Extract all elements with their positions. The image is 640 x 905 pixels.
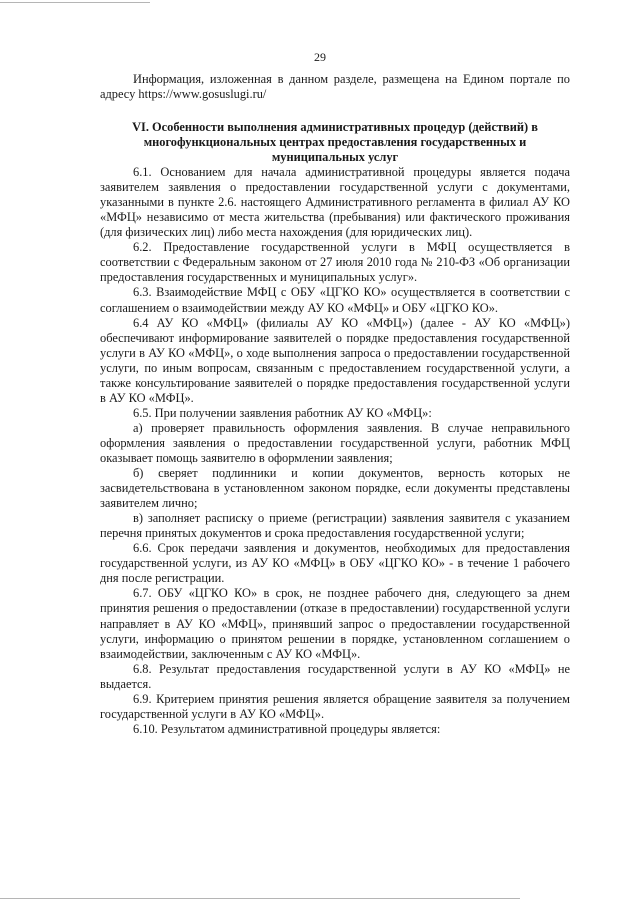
top-scan-edge — [0, 2, 150, 3]
paragraph-6-2: 6.2. Предоставление государственной услуги в МФЦ осуществляется в соответствии с Федеральным законом от 27 июля 2010 года № 210-ФЗ «Об организации предоставления государственных и муниципальных услуг». — [100, 240, 570, 285]
paragraph-6-8: 6.8. Результат предоставления государственной услуги в АУ КО «МФЦ» не выдается. — [100, 661, 570, 691]
paragraph-6-6: 6.6. Срок передачи заявления и документов, необходимых для предоставления государственной услуги, из АУ КО «МФЦ» в ОБУ «ЦГКО КО» - в течение 1 рабочего дня после регистрации. — [100, 541, 570, 586]
paragraph-6-7: 6.7. ОБУ «ЦГКО КО» в срок, не позднее рабочего дня, следующего за днем принятия решения о предоставлении (отказе в предоставлении) государственной услуги направляет в АУ КО «МФЦ», принявший запрос о предоставлении государственной услуги, информацию о принятом решении в порядке, установленном соглашением о взаимодействии, заключенным с АУ КО «МФЦ». — [100, 586, 570, 661]
paragraph-6-9: 6.9. Критерием принятия решения является обращение заявителя за получением государственной услуги в АУ КО «МФЦ». — [100, 691, 570, 721]
intro-paragraph: Информация, изложенная в данном разделе, размещена на Едином портале по адресу https://www.gosuslugi.ru/ — [100, 72, 570, 102]
paragraph-6-1: 6.1. Основанием для начала административной процедуры является подача заявителем заявления о предоставлении государственной услуги с документами, указанными в пункте 2.6. настоящего Административного регламента в филиал АУ КО «МФЦ» независимо от места жительства (пребывания) или фактического проживания (для физических лиц) либо места нахождения (для юридических лиц). — [100, 165, 570, 240]
paragraph-6-5-a: а) проверяет правильность оформления заявления. В случае неправильного оформления заявления о предоставлении государственной услуги, работник МФЦ оказывает помощь заявителю в оформлении заявления; — [100, 420, 570, 465]
paragraph-6-4: 6.4 АУ КО «МФЦ» (филиалы АУ КО «МФЦ») (далее - АУ КО «МФЦ») обеспечивают информирование заявителей о порядке предоставления государственной услуги в АУ КО «МФЦ», о ходе выполнения запроса о предоставлении государственной услуги, по иным вопросам, связанным с предоставлением государственной услуги, а также консультирование заявителей о порядке предоставления государственной услуги в АУ КО «МФЦ». — [100, 315, 570, 405]
paragraph-6-5-b: б) сверяет подлинники и копии документов, верность которых не засвидетельствована в установленном законом порядке, если документы представлены заявителем лично; — [100, 466, 570, 511]
page-number: 29 — [314, 50, 326, 64]
paragraph-6-5: 6.5. При получении заявления работник АУ КО «МФЦ»: — [133, 405, 432, 420]
bottom-scan-edge — [0, 898, 520, 899]
document-body — [100, 72, 570, 737]
paragraph-6-10: 6.10. Результатом административной процедуры является: — [133, 721, 441, 736]
section-heading: VI. Особенности выполнения административных процедур (действий) в многофункциональных центрах предоставления государственных и муниципальных услуг — [132, 120, 538, 165]
paragraph-6-3: 6.3. Взаимодействие МФЦ с ОБУ «ЦГКО КО» осуществляется в соответствии с соглашением о взаимодействии между АУ КО «МФЦ» и ОБУ «ЦГКО КО». — [100, 285, 570, 315]
paragraph-6-5-v: в) заполняет расписку о приеме (регистрации) заявления заявителя с указанием перечня принятых документов и срока предоставления государственной услуги; — [100, 511, 570, 541]
